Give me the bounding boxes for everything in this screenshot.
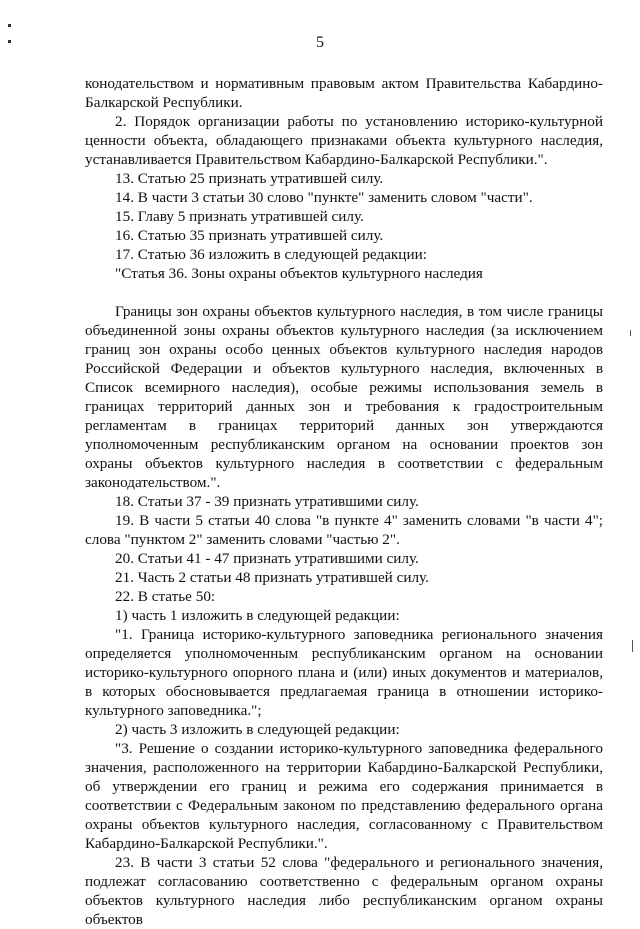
page-number: 5 (316, 34, 324, 51)
paragraph: "Статья 36. Зоны охраны объектов культурного наследия (115, 265, 483, 282)
paragraph: 18. Статьи 37 - 39 признать утратившими силу. (115, 493, 419, 510)
scan-speck (630, 330, 631, 336)
paragraph: 21. Часть 2 статьи 48 признать утратившей силу. (115, 569, 429, 586)
paragraph: 17. Статью 36 изложить в следующей редакции: (115, 246, 427, 263)
paragraph: "3. Решение о создании историко-культурного заповедника федерального значения, расположенного на территории Кабардино-Балкарской Республики, об утверждении его границ и режима его содержания принимается в соответствии с Федеральным законом по представлению федерального органа охраны объектов культурного наследия, согласованному с Правительством Кабардино-Балкарской Республики.". (85, 740, 603, 852)
paragraph: 13. Статью 25 признать утратившей силу. (115, 170, 384, 187)
scan-speck (632, 640, 633, 652)
scan-mark (8, 24, 11, 27)
paragraph-gap (85, 283, 603, 302)
paragraph: 15. Главу 5 признать утратившей силу. (115, 208, 364, 225)
document-body (85, 74, 603, 929)
paragraph: 19. В части 5 статьи 40 слова "в пункте 4" заменить словами "в части 4"; слова "пунктом 2" заменить словами "частью 2". (85, 512, 603, 548)
paragraph: 14. В части 3 статьи 30 слово "пункте" заменить словом "части". (115, 189, 533, 206)
paragraph: 1) часть 1 изложить в следующей редакции: (115, 607, 400, 624)
paragraph: конодательством и нормативным правовым актом Правительства Кабардино-Балкарской Республики. (85, 75, 603, 111)
paragraph: 23. В части 3 статьи 52 слова "федерального и регионального значения, подлежат согласованию соответственно с федеральным органом охраны объектов культурного наследия либо республиканским органом охраны объектов (85, 854, 603, 928)
paragraph: "1. Граница историко-культурного заповедника регионального значения определяется уполномоченным республиканским органом на основании историко-культурного опорного плана и (или) иных документов и материалов, в которых обосновывается предлагаемая граница в отношении историко-культурного заповедника."; (85, 626, 603, 719)
paragraph: 20. Статьи 41 - 47 признать утратившими силу. (115, 550, 419, 567)
paragraph: 2) часть 3 изложить в следующей редакции: (115, 721, 400, 738)
paragraph: 22. В статье 50: (115, 588, 216, 605)
paragraph: 16. Статью 35 признать утратившей силу. (115, 227, 384, 244)
paragraph: Границы зон охраны объектов культурного наследия, в том числе границы объединенной зоны охраны объектов культурного наследия (за исключением границ зон охраны особо ценных объектов культурного наследия народов Российской Федерации и объектов культурного наследия, включенных в Список всемирного наследия), особые режимы использования земель в границах территорий данных зон и требования к градостроительным регламентам в границах территорий данных зон утверждаются уполномоченным республиканским органом на основании проектов зон охраны объектов культурного наследия в соответствии с федеральным законодательством.". (85, 303, 603, 491)
paragraph: 2. Порядок организации работы по установлению историко-культурной ценности объекта, обладающего признаками объекта культурного наследия, устанавливается Правительством Кабардино-Балкарской Республики.". (85, 113, 603, 168)
